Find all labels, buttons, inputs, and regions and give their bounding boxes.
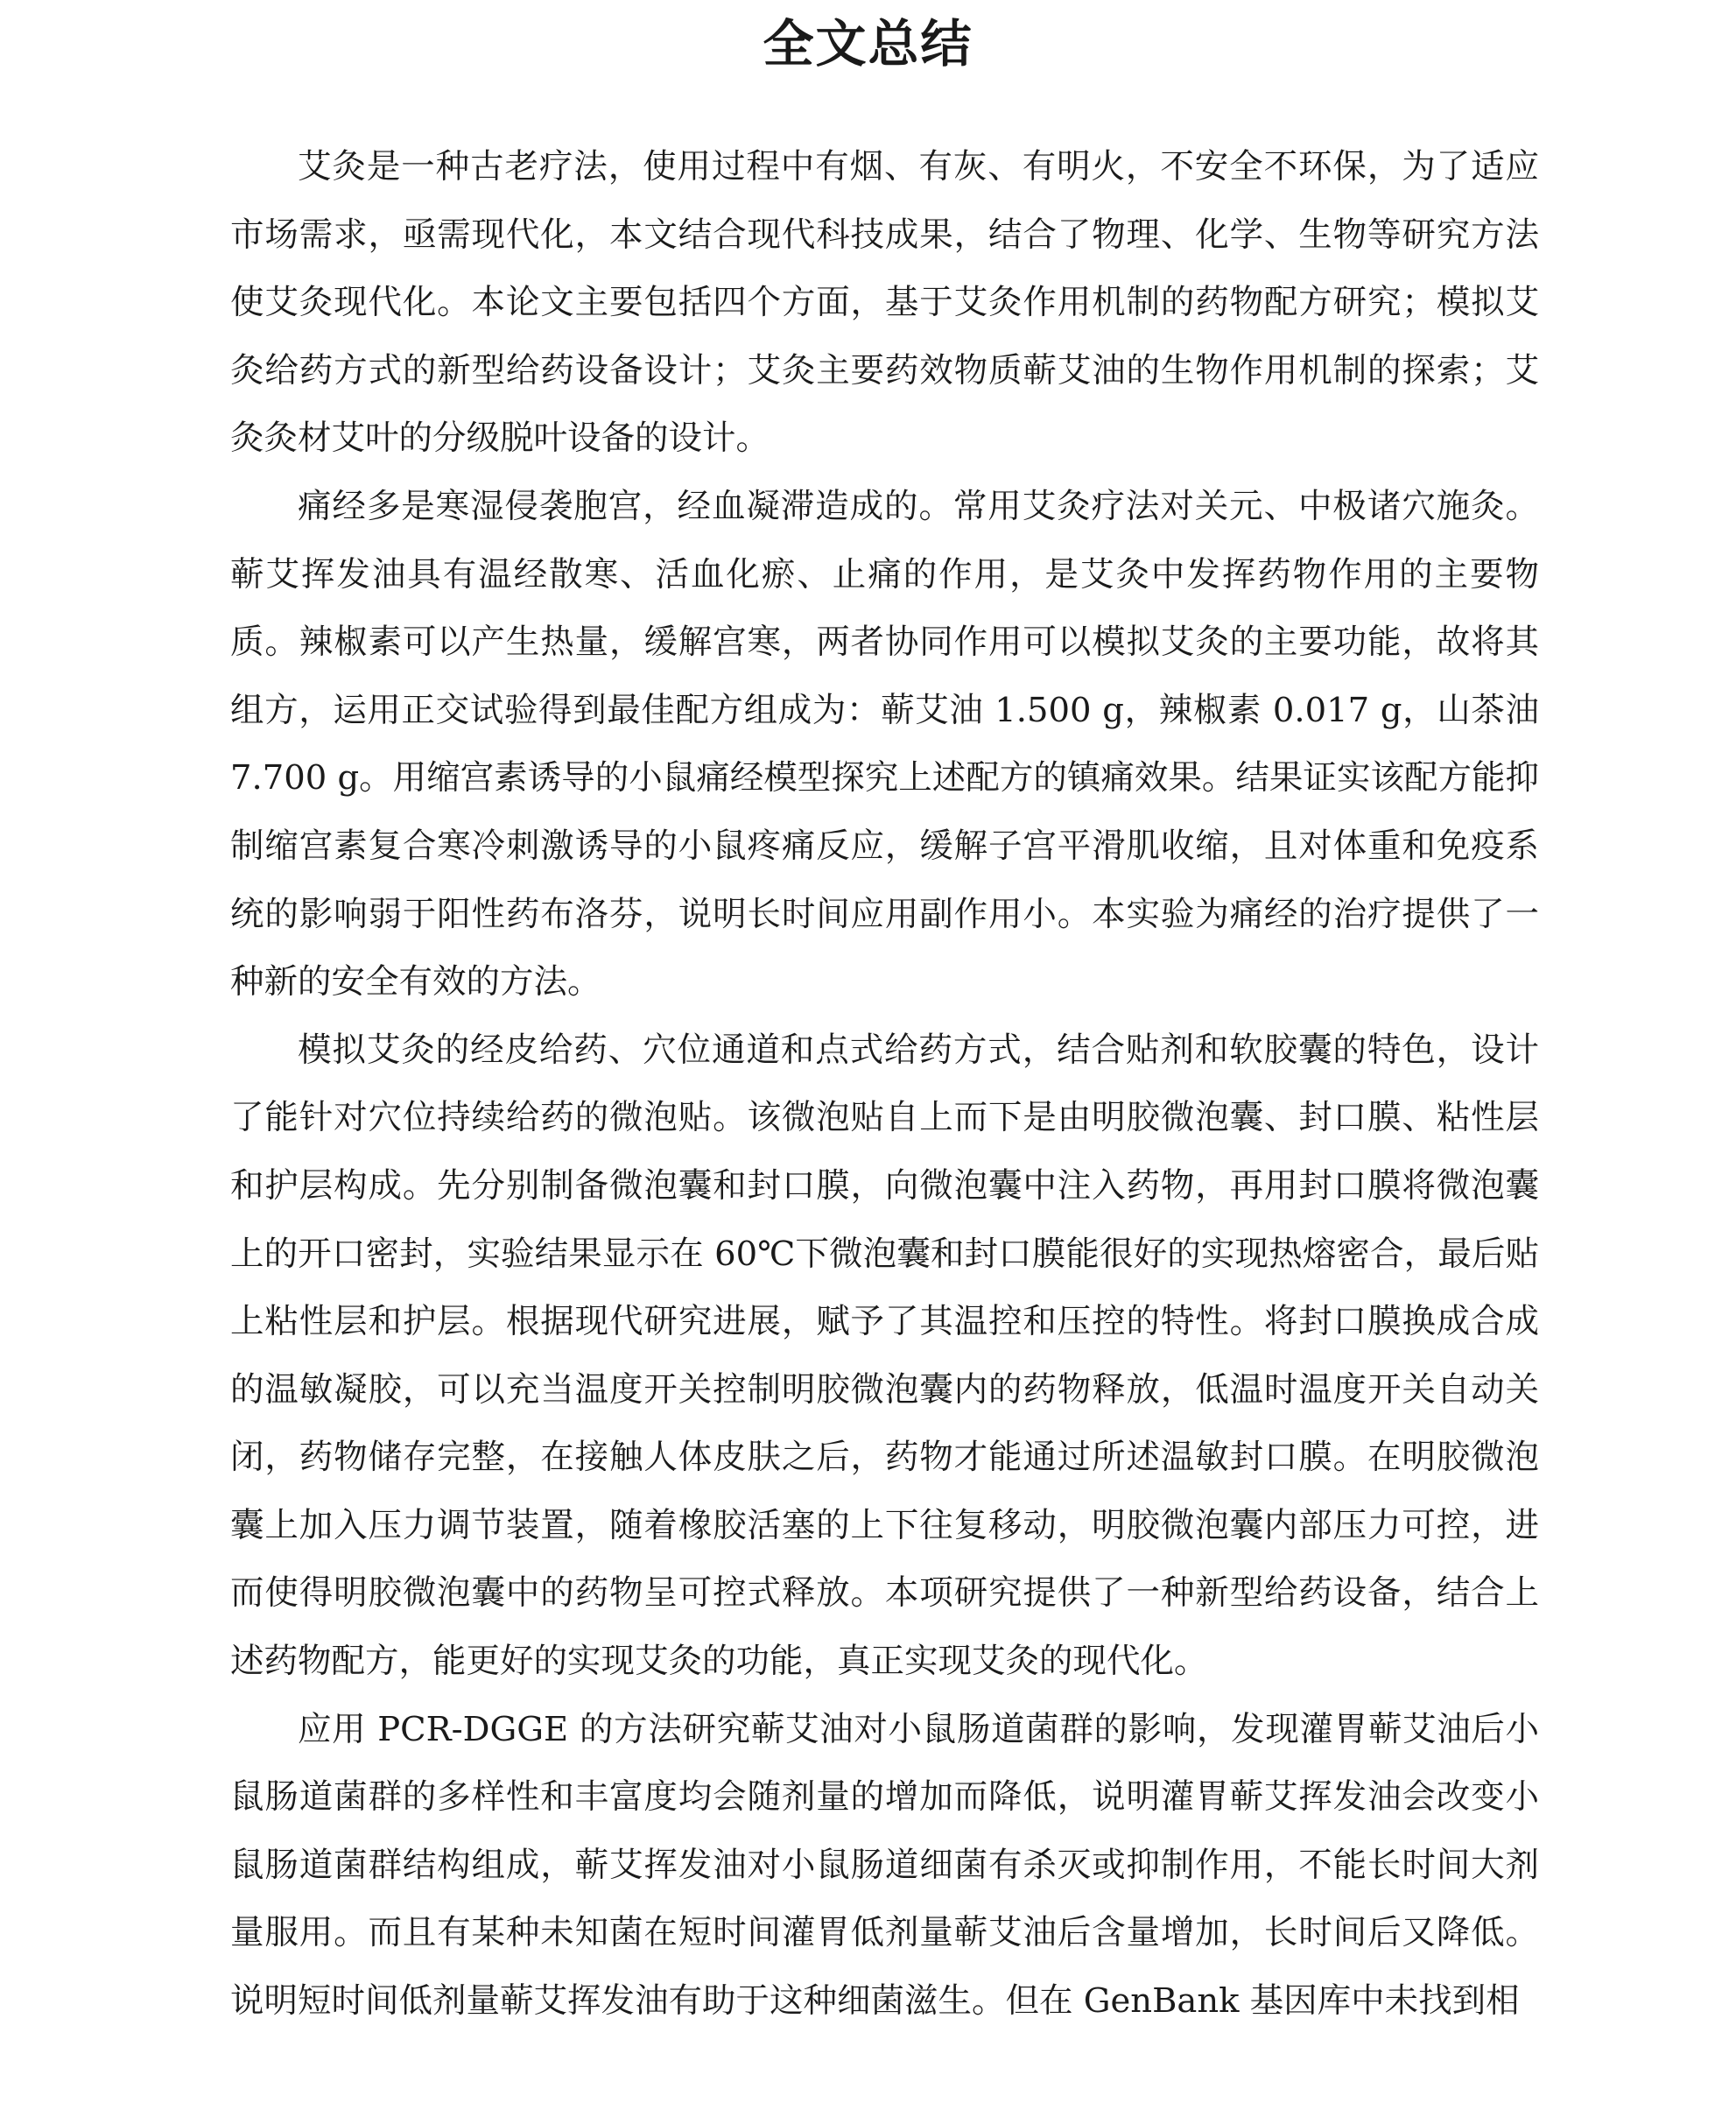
paragraph-overview: 艾灸是一种古老疗法，使用过程中有烟、有灰、有明火，不安全不环保，为了适应市场需求，亟需现代化，本文结合现代科技成果，结合了物理、化学、生物等研究方法使艾灸现代化。本论文主要包括四个方面，基于艾灸作用机制的药物配方研究；模拟艾灸给药方式的新型给药设备设计；艾灸主要药效物质蕲艾油的生物作用机制的探索；艾灸灸材艾叶的分级脱叶设备的设计。 (230, 147, 1539, 459)
paragraph-dysmenorrhea-formula: 痛经多是寒湿侵袭胞宫，经血凝滞造成的。常用艾灸疗法对关元、中极诸穴施灸。蕲艾挥发油具有温经散寒、活血化瘀、止痛的作用，是艾灸中发挥药物作用的主要物质。辣椒素可以产生热量，缓解宫寒，两者协同作用可以模拟艾灸的主要功能，故将其组方，运用正交试验得到最佳配方组成为：蕲艾油 1.500 g，辣椒素 0.017 g，山茶油 7.700 g。用缩宫素诱导的小鼠痛经模型探究上述配方的镇痛效果。结果证实该配方能抑制缩宫素复合寒冷刺激诱导的小鼠疼痛反应，缓解子宫平滑肌收缩，且对体重和免疫系统的影响弱于阳性药布洛芬，说明长时间应用副作用小。本实验为痛经的治疗提供了一种新的安全有效的方法。 (230, 486, 1539, 1002)
paragraph-microbubble-patch: 模拟艾灸的经皮给药、穴位通道和点式给药方式，结合贴剂和软胶囊的特色，设计了能针对穴位持续给药的微泡贴。该微泡贴自上而下是由明胶微泡囊、封口膜、粘性层和护层构成。先分别制备微泡囊和封口膜，向微泡囊中注入药物，再用封口膜将微泡囊上的开口密封，实验结果显示在 60℃下微泡囊和封口膜能很好的实现热熔密合，最后贴上粘性层和护层。根据现代研究进展，赋予了其温控和压控的特性。将封口膜换成合成的温敏凝胶，可以充当温度开关控制明胶微泡囊内的药物释放，低温时温度开关自动关闭，药物储存完整，在接触人体皮肤之后，药物才能通过所述温敏封口膜。在明胶微泡囊上加入压力调节装置，随着橡胶活塞的上下往复移动，明胶微泡囊内部压力可控，进而使得明胶微泡囊中的药物呈可控式释放。本项研究提供了一种新型给药设备，结合上述药物配方，能更好的实现艾灸的功能，真正实现艾灸的现代化。 (230, 1030, 1539, 1682)
page-title: 全文总结 (763, 14, 973, 74)
document-body (230, 133, 1539, 2036)
paragraph-gut-flora: 应用 PCR-DGGE 的方法研究蕲艾油对小鼠肠道菌群的影响，发现灌胃蕲艾油后小鼠肠道菌群的多样性和丰富度均会随剂量的增加而降低，说明灌胃蕲艾挥发油会改变小鼠肠道菌群结构组成，蕲艾挥发油对小鼠肠道细菌有杀灭或抑制作用，不能长时间大剂量服用。而且有某种未知菌在短时间灌胃低剂量蕲艾油后含量增加，长时间后又降低。说明短时间低剂量蕲艾挥发油有助于这种细菌滋生。但在 GenBank 基因库中未找到相 (230, 1709, 1539, 2022)
